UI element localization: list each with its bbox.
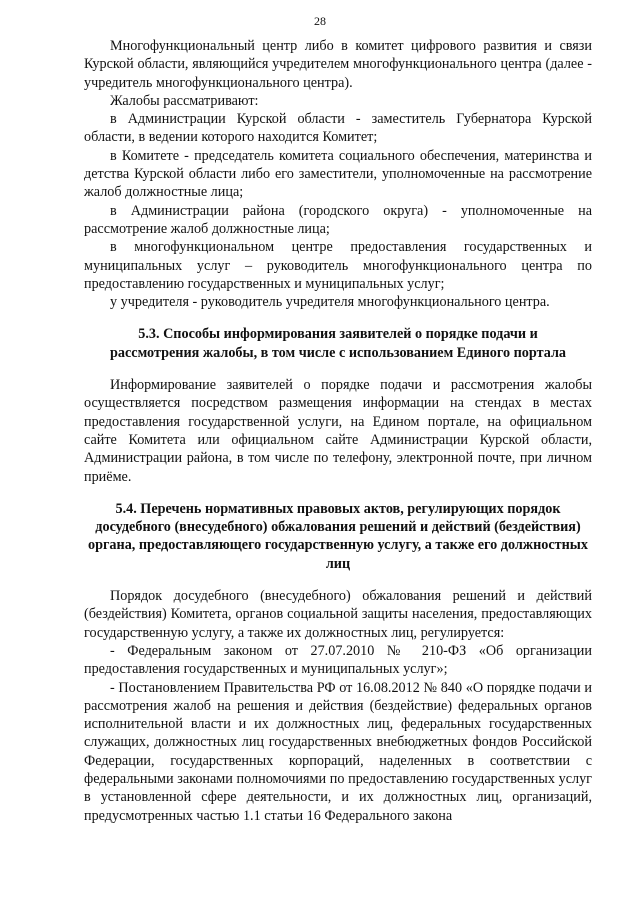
paragraph: Многофункциональный центр либо в комитет цифрового развития и связи Курской области, являющийся учредителем многофункционального центра (далее - учредитель многофункционального центра). bbox=[84, 38, 592, 91]
section-heading-5-4: 5.4. Перечень нормативных правовых актов, регулирующих порядок досудебного (внесудебного) обжалования решений и действий (бездействия) органа, предоставляющего государственную услугу, а также его должностных лиц bbox=[88, 500, 588, 572]
paragraph: в Комитете - председатель комитета социального обеспечения, материнства и детства Курской области либо его заместители, уполномоченные на рассмотрение жалоб должностные лица; bbox=[84, 147, 592, 201]
paragraph: в многофункциональном центре предоставления государственных и муниципальных услуг – руководитель многофункционального центра по предоставлению государственных и муниципальных услуг; bbox=[84, 239, 592, 292]
paragraph: в Администрации района (городского округа) - уполномоченные на рассмотрение жалоб должностные лица; bbox=[84, 202, 592, 237]
paragraph: - Постановлением Правительства РФ от 16.08.2012 № 840 «О порядке подачи и рассмотрения жалоб на решения и действия (бездействие) федеральных органов исполнительной власти и их должностных лиц, федеральных государственных служащих, должностных лиц государственных внебюджетных фондов Российской Федерации, государственных корпораций, наделенных в соответствии с федеральными законами полномочиями по предоставлению государственных услуг в установленной сфере деятельности, и их должностных лиц, организаций, предусмотренных частью 1.1 статьи 16 Федерального закона bbox=[84, 679, 592, 824]
paragraph: - Федеральным законом от 27.07.2010 № 210-ФЗ «Об организации предоставления государственных и муниципальных услуг»; bbox=[84, 642, 592, 678]
paragraph: у учредителя - руководитель учредителя многофункционального центра. bbox=[110, 294, 550, 311]
paragraph: в Администрации Курской области - заместитель Губернатора Курской области, в ведении которого находится Комитет; bbox=[84, 111, 592, 146]
section-heading-5-3: 5.3. Способы информирования заявителей о порядке подачи и рассмотрения жалобы, в том числе с использованием Единого портала bbox=[109, 326, 566, 361]
paragraph: Жалобы рассматривают: bbox=[110, 92, 259, 109]
section-5-3-text: Информирование заявителей о порядке подачи и рассмотрения жалобы осуществляется посредством размещения информации на стендах в местах предоставления государственной услуги, на Едином портале, на официальном сайте Комитета или официальном сайте Администрации Курской области, Администрации района, в том числе по телефону, электронной почте, при личном приёме. bbox=[84, 377, 592, 485]
page-number: 28 bbox=[314, 14, 326, 28]
document-body bbox=[84, 37, 592, 825]
paragraph: Порядок досудебного (внесудебного) обжалования решений и действий (бездействия) Комитета, органов социальной защиты населения, предоставляющих государственную услугу, а также их должностных лиц, регулируется: bbox=[84, 588, 592, 641]
